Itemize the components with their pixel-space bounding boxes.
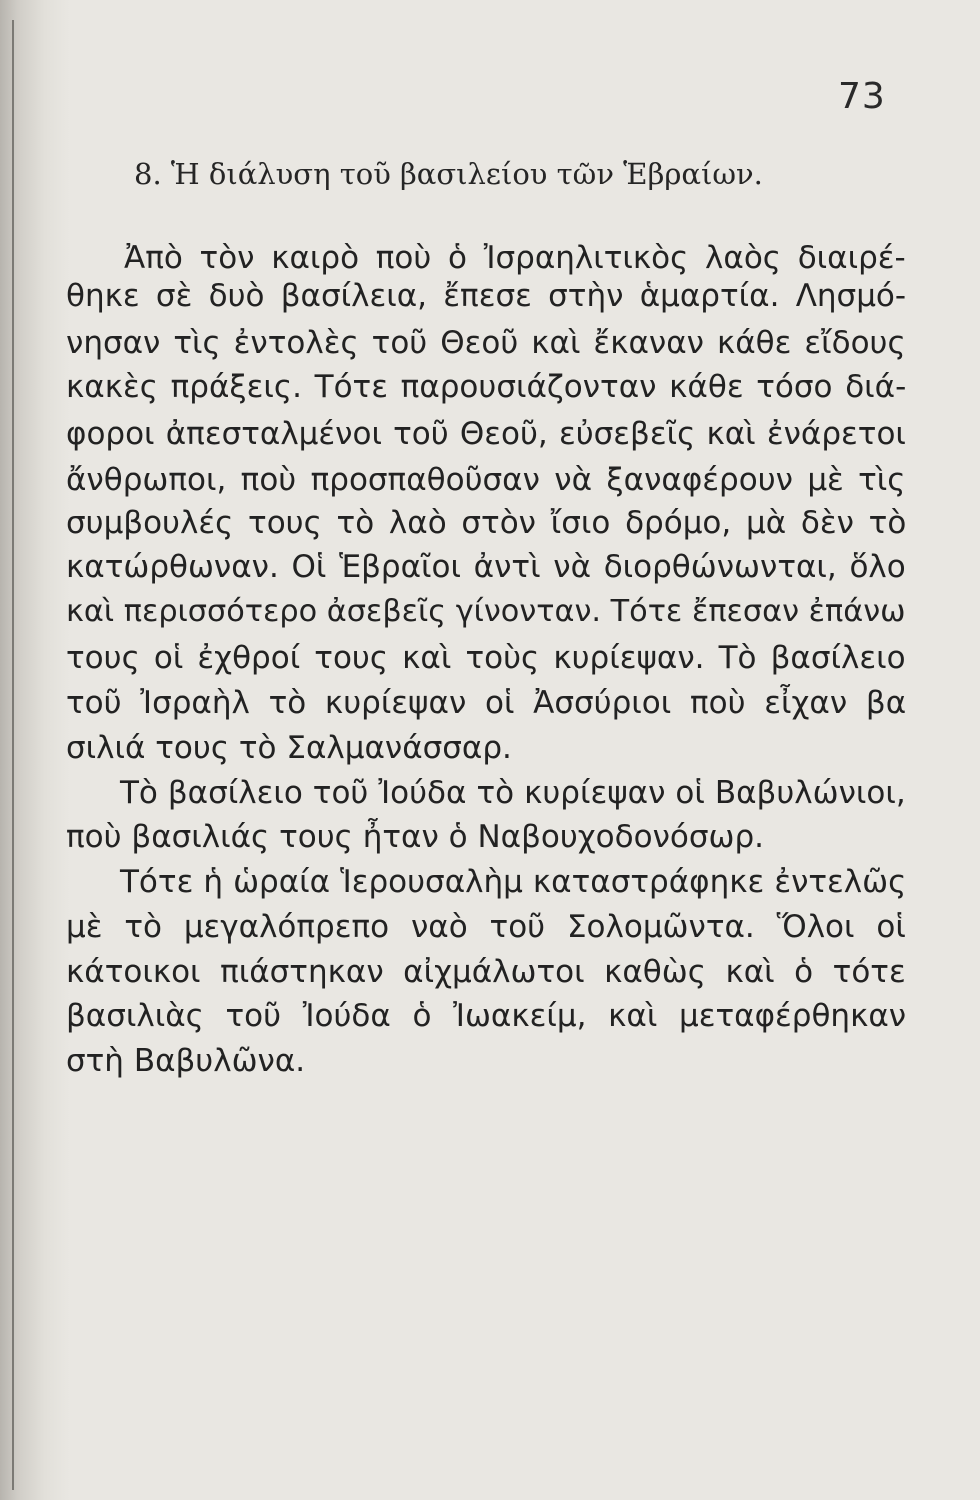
text-line-15: Τότε ἡ ὡραία Ἱερουσαλὴμ καταστράφηκε ἐντελῶς [120,864,907,900]
text-line-17: κάτοικοι πιάστηκαν αἰχμάλωτοι καθὼς καὶ ὁ τότε [66,954,906,990]
text-line-4: κακὲς πράξεις. Τότε παρουσιάζονταν κάθε τόσο διά- [66,369,907,405]
text-line-12: σιλιά τους τὸ Σαλμανάσσαρ. [66,730,512,766]
text-line-11: τοῦ Ἰσραὴλ τὸ κυρίεψαν οἱ Ἀσσύριοι ποὺ εἶχαν βα [66,685,907,721]
text-line-7: συμβουλές τους τὸ λαὸ στὸν ἴσιο δρόμο, μὰ δὲν τὸ [66,505,907,541]
text-line-10: τους οἱ ἐχθροί τους καὶ τοὺς κυρίεψαν. Τὸ βασίλειο [66,640,906,676]
text-line-9: καὶ περισσότερο ἀσεβεῖς γίνονταν. Τότε ἔπεσαν ἐπάνω [66,594,906,629]
text-line-6: ἄνθρωποι, ποὺ προσπαθοῦσαν νὰ ξαναφέρουν μὲ τὶς [66,462,906,498]
text-line-13: Τὸ βασίλειο τοῦ Ἰούδα τὸ κυρίεψαν οἱ Βαβυλώνιοι, [120,775,906,811]
text-line-18: βασιλιὰς τοῦ Ἰούδα ὁ Ἰωακείμ, καὶ μεταφέρθηκαν [66,998,907,1034]
page-number: 73 [838,76,886,117]
text-line-2: θηκε σὲ δυὸ βασίλεια, ἔπεσε στὴν ἁμαρτία. Λησμό- [66,278,907,314]
text-line-8: κατώρθωναν. Οἱ Ἑβραῖοι ἀντὶ νὰ διορθώνωνται, ὅλο [66,549,906,585]
text-line-14: ποὺ βασιλιάς τους ἦταν ὁ Ναβουχοδονόσωρ. [66,819,764,855]
binding-edge-line [12,20,14,1490]
text-line-5: φοροι ἀπεσταλμένοι τοῦ Θεοῦ, εὐσεβεῖς καὶ ἐνάρετοι [66,416,906,452]
text-line-1: Ἀπὸ τὸν καιρὸ ποὺ ὁ Ἰσραηλιτικὸς λαὸς διαιρέ- [124,240,906,276]
section-heading: 8. Ἡ διάλυση τοῦ βασιλείου τῶν Ἑβραίων. [134,157,763,191]
text-line-19: στὴ Βαβυλῶνα. [66,1043,306,1079]
text-line-3: νησαν τὶς ἐντολὲς τοῦ Θεοῦ καὶ ἔκαναν κάθε εἴδους [66,325,906,361]
text-line-16: μὲ τὸ μεγαλόπρεπο ναὸ τοῦ Σολομῶντα. Ὅλοι οἱ [66,909,906,945]
binding-shadow [0,0,70,1500]
